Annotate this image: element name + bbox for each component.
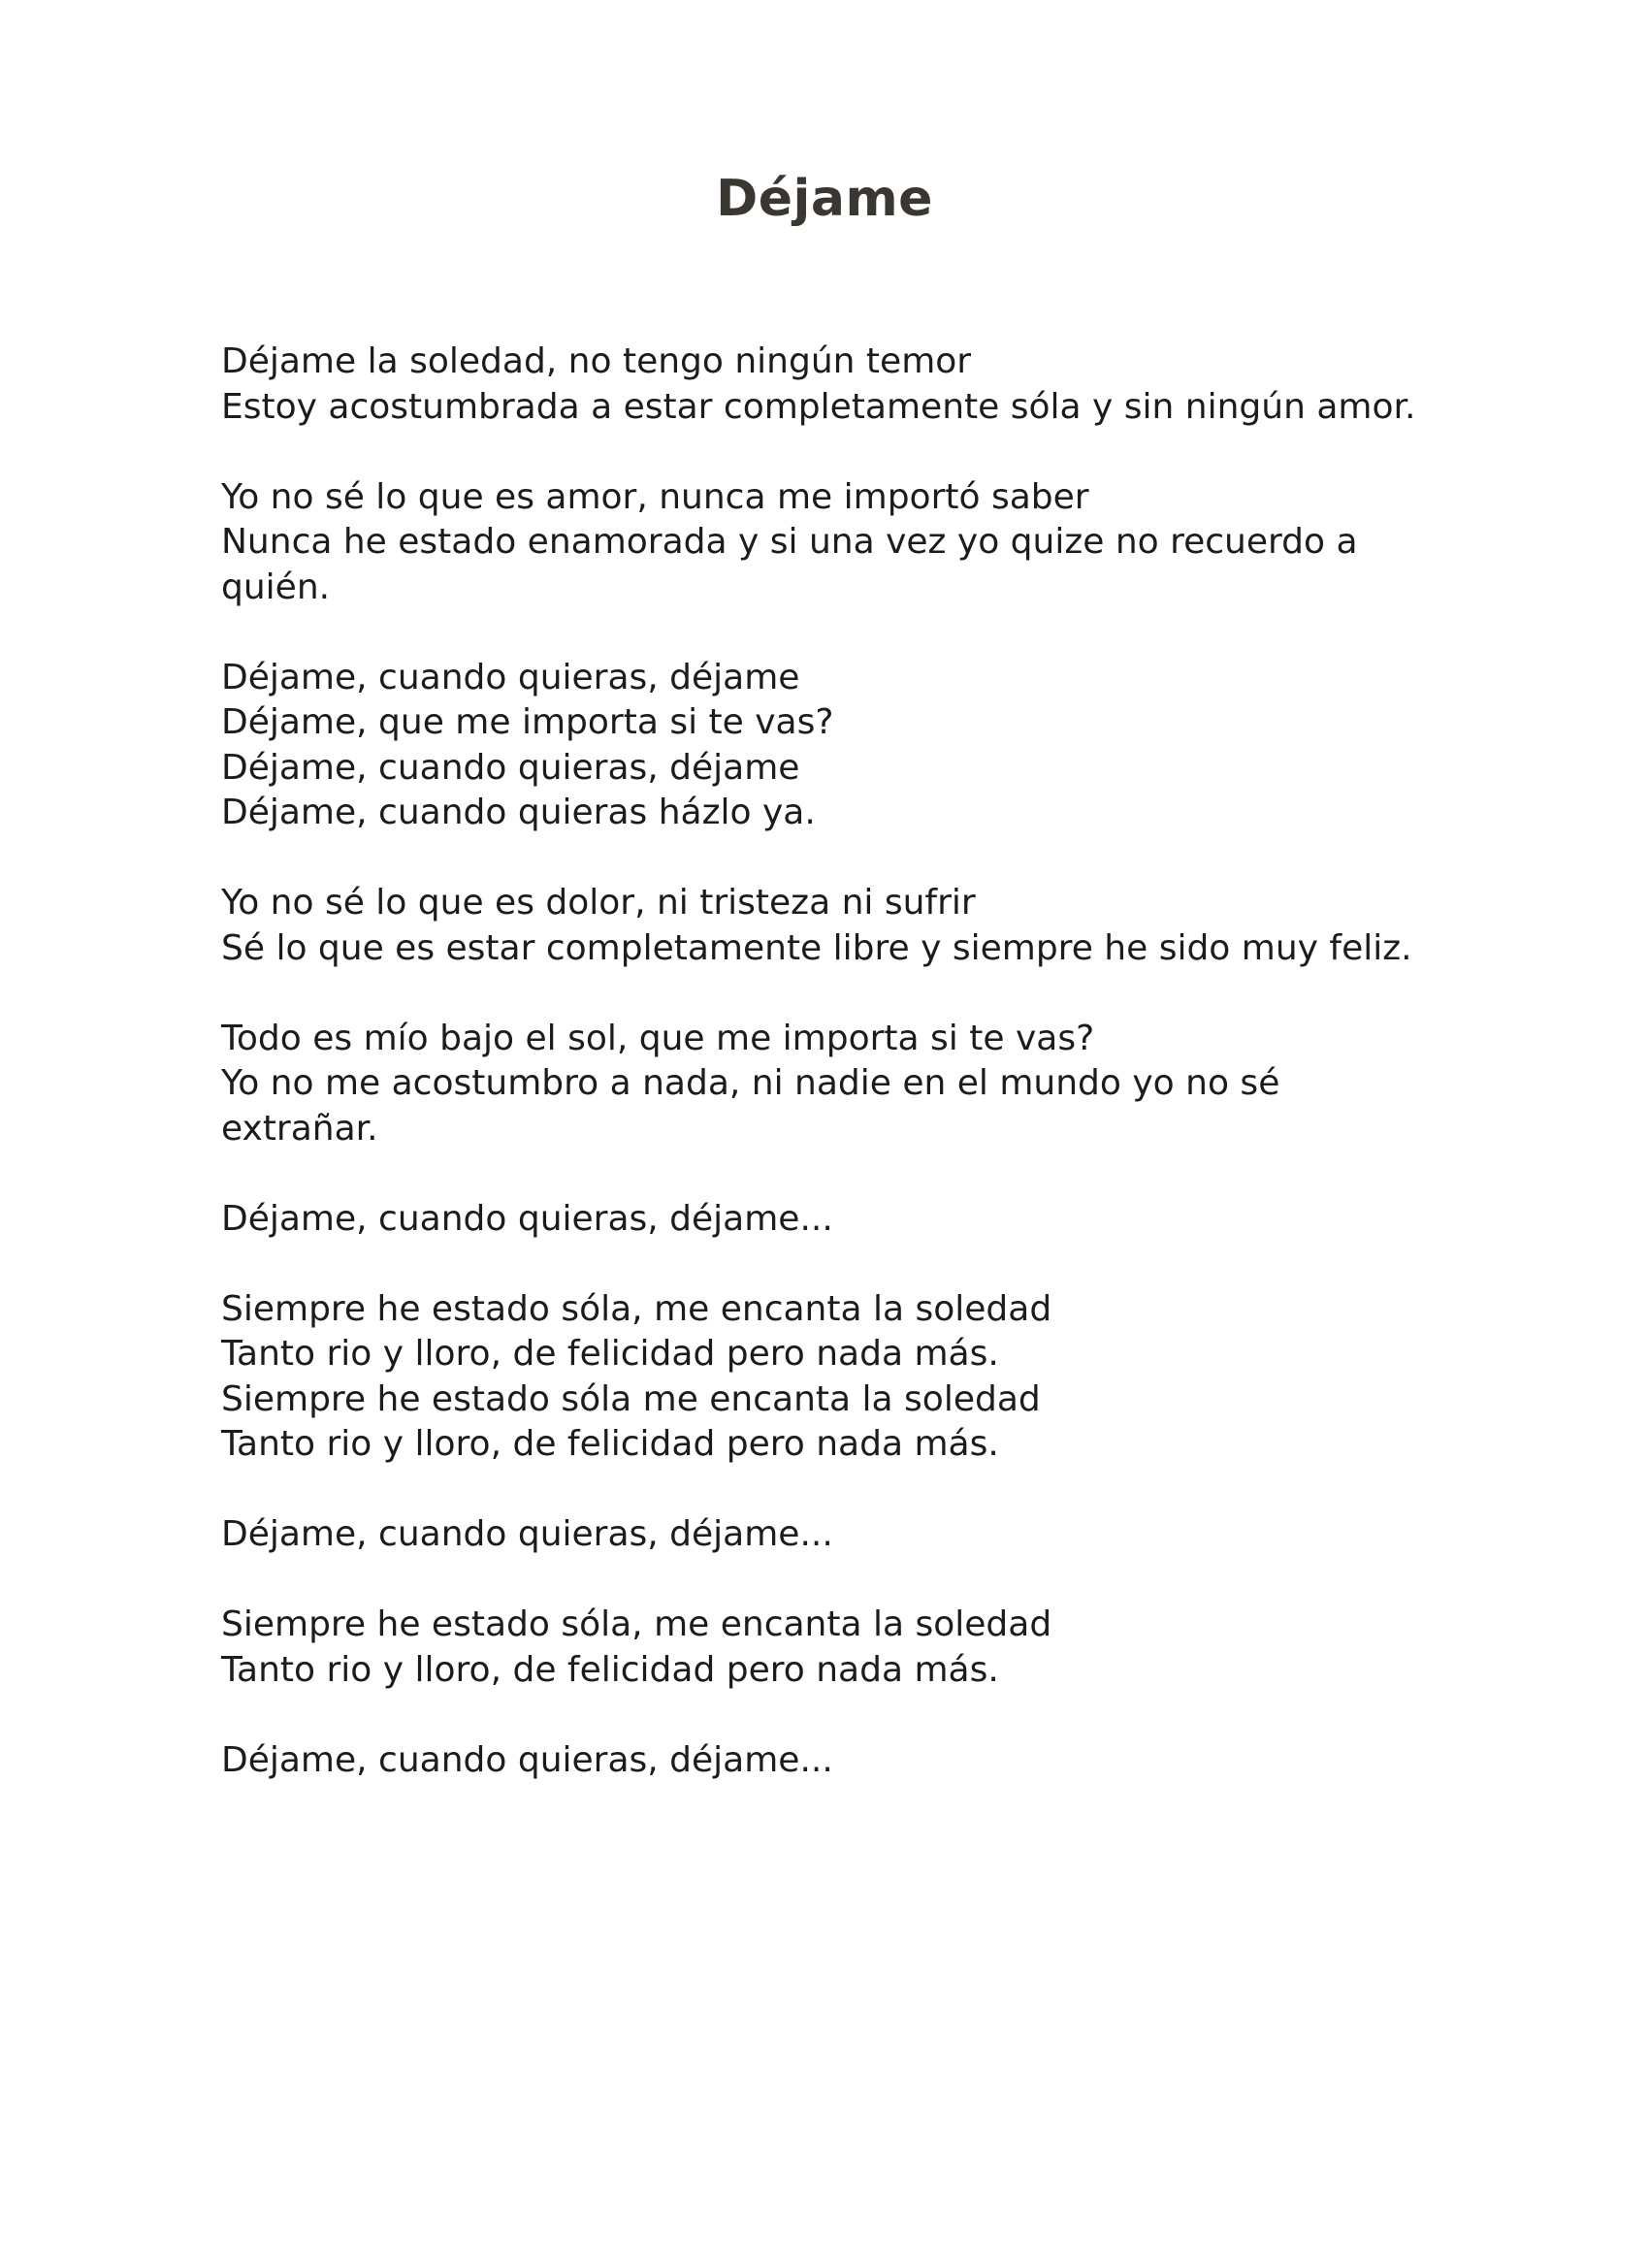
lyric-line: Todo es mío bajo el sol, que me importa si te vas? (221, 1018, 1095, 1058)
lyric-line: Yo no me acostumbro a nada, ni nadie en el mundo yo no sé (221, 1063, 1280, 1103)
lyric-line: quién. (221, 567, 331, 607)
page-title: Déjame (716, 170, 933, 228)
lyric-line: Déjame, cuando quieras, déjame... (221, 1198, 833, 1239)
stanza (221, 881, 1434, 971)
stanza (221, 1197, 1434, 1243)
lyric-line: Yo no sé lo que es amor, nunca me importó saber (221, 476, 1089, 517)
stanza (221, 656, 1434, 836)
lyric-line: Tanto rio y lloro, de felicidad pero nada más. (221, 1334, 999, 1374)
lyric-line: Yo no sé lo que es dolor, ni tristeza ni sufrir (221, 883, 976, 923)
stanza (221, 1017, 1434, 1152)
lyric-line: Tanto rio y lloro, de felicidad pero nada más. (221, 1424, 999, 1464)
lyric-line: Déjame, cuando quieras házlo ya. (221, 793, 816, 832)
lyric-line: Déjame, cuando quieras, déjame... (221, 1739, 833, 1780)
lyric-line: Sé lo que es estar completamente libre y siempre he sido muy feliz. (221, 927, 1412, 968)
lyric-line: Déjame, cuando quieras, déjame (221, 657, 800, 697)
stanza (221, 1512, 1434, 1558)
lyric-line: Nunca he estado enamorada y si una vez yo quize no recuerdo a (221, 522, 1358, 562)
lyric-line: Déjame, cuando quieras, déjame (221, 747, 800, 788)
lyric-line: extrañar. (221, 1108, 378, 1149)
lyric-line: Tanto rio y lloro, de felicidad pero nada más. (221, 1649, 999, 1690)
lyrics-body (221, 340, 1434, 1829)
lyric-line: Siempre he estado sóla me encanta la soledad (221, 1378, 1041, 1419)
lyric-line: Déjame, que me importa si te vas? (221, 702, 834, 742)
stanza (221, 340, 1434, 430)
stanza (221, 1287, 1434, 1468)
lyric-line: Siempre he estado sóla, me encanta la soledad (221, 1604, 1052, 1644)
stanza (221, 475, 1434, 611)
lyric-line: Déjame, cuando quieras, déjame... (221, 1514, 833, 1554)
lyric-line: Siempre he estado sóla, me encanta la soledad (221, 1288, 1052, 1329)
stanza (221, 1738, 1434, 1784)
stanza (221, 1603, 1434, 1693)
lyric-line: Déjame la soledad, no tengo ningún temor (221, 341, 972, 381)
lyric-line: Estoy acostumbrada a estar completamente sóla y sin ningún amor. (221, 386, 1416, 427)
